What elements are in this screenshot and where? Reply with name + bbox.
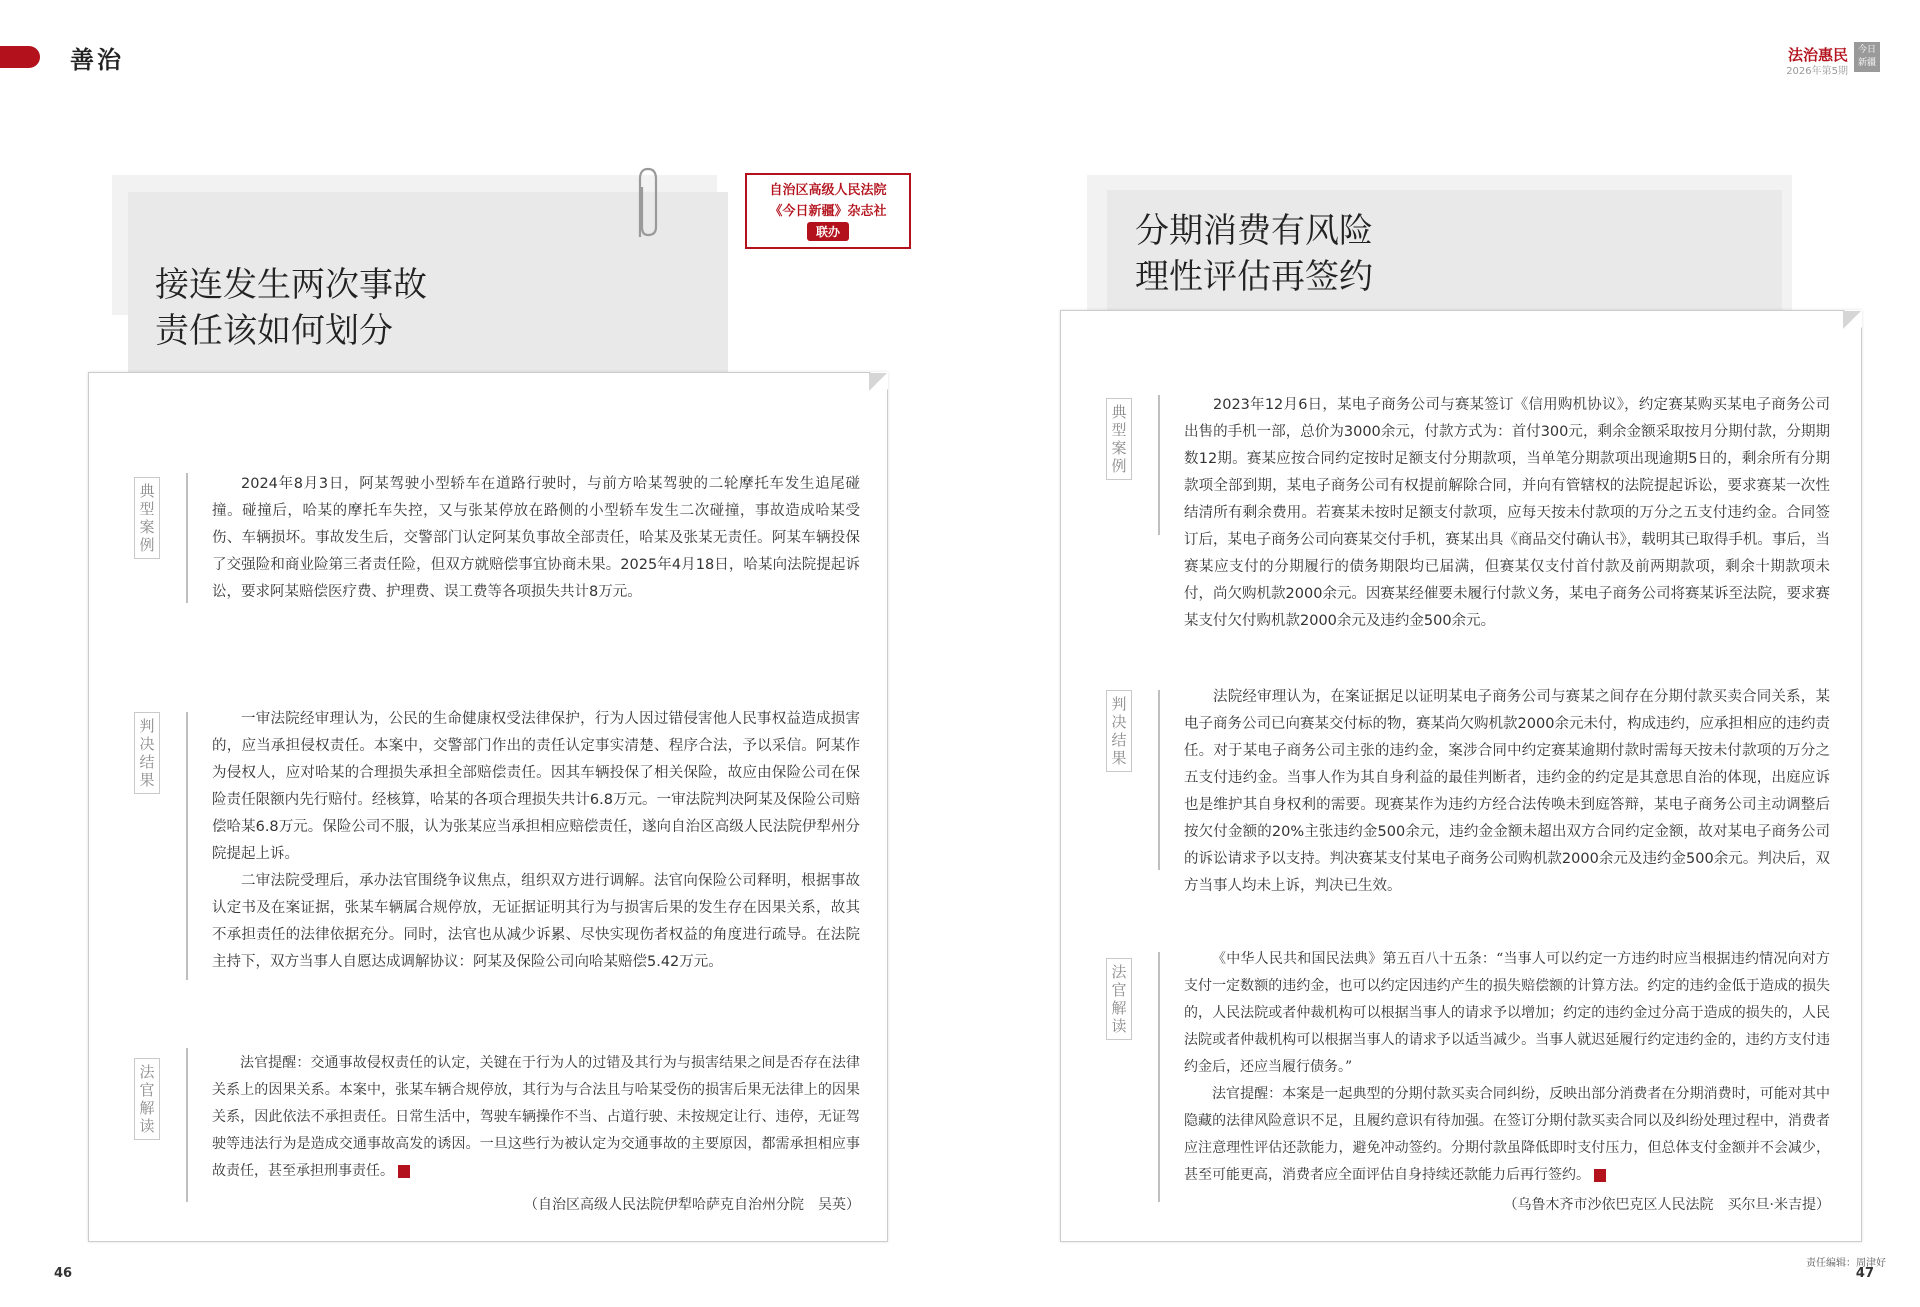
- section-rule: [186, 1048, 188, 1202]
- magazine-logo: 今日新疆: [1854, 42, 1880, 72]
- left-author: （自治区高级人民法院伊犁哈萨克自治州分院 吴英）: [524, 1197, 860, 1213]
- end-mark-icon: [398, 1165, 410, 1178]
- editor-credit: 责任编辑：周津好: [1806, 1258, 1886, 1269]
- section-rule: [1158, 690, 1160, 870]
- tag-judge-interpretation: 法 官 解 读: [134, 1058, 160, 1140]
- right-title-line1: 分期消费有风险: [1135, 211, 1373, 251]
- right-judge-text: 《中华人民共和国民法典》第五百八十五条：“当事人可以约定一方违约时应当根据违约情况向对方支付一定数额的违约金，也可以约定因违约产生的损失赔偿额的计算方法。约定的违约金低于造成的损失的，人民法院或者仲裁机构可以根据当事人的请求予以增加；约定的违约金过分高于造成的损失的，人民法院或者仲裁机构可以根据当事人的请求予以适当减少。当事人就迟延履行约定违约金的，违约方支付违约金后，还应当履行债务。” 法官提醒：本案是一起典型的分期付款买卖合同纠纷，反映出部分消费者在分期消费时，可能对其中隐藏的法律风险意识不足，且履约意识有待加强。在签订分期付款买卖合同以及纠纷处理过程中，消费者应注意理性评估还款能力，避免冲动签约。分期付款虽降低即时支付压力，但总体支付金额并不会减少，甚至可能更高，消费者应全面评估自身持续还款能力后再行签约。: [1184, 951, 1830, 1183]
- card-fold-shade: [869, 373, 887, 391]
- badge-line3: 联办: [807, 222, 849, 241]
- right-case-text: 2023年12月6日，某电子商务公司与赛某签订《信用购机协议》，约定赛某购买某电子商务公司出售的手机一部，总价为3000余元，付款方式为：首付300元，剩余金额采取按月分期付款，分期期数12期。赛某应按合同约定按时足额支付分期款项，当单笔分期款项出现逾期5日的，剩余所有分期款项全部到期，某电子商务公司有权提前解除合同，并向有管辖权的法院提起诉讼，要求赛某一次性结清所有剩余费用。若赛某未按时足额支付款项，应每天按未付款项的万分之五支付违约金。合同签订后，某电子商务公司向赛某交付手机，赛某出具《商品交付确认书》，载明其已取得手机。事后，当赛某应支付的分期履行的债务期限均已届满，但赛某仅支付首付款及前两期款项，剩余十期款项未付，尚欠购机款2000余元。因赛某经催要未履行付款义务，某电子商务公司将赛某诉至法院，要求赛某支付欠付购机款2000余元及违约金500余元。: [1184, 397, 1830, 629]
- left-result-text: 一审法院经审理认为，公民的生命健康权受法律保护，行为人因过错侵害他人民事权益造成损害的，应当承担侵权责任。本案中，交警部门作出的责任认定事实清楚、程序合法，予以采信。阿某作为侵权人，应对哈某的合理损失承担全部赔偿责任。因其车辆投保了相关保险，故应由保险公司在保险责任限额内先行赔付。经核算，哈某的各项合理损失共计6.8万元。一审法院判决阿某及保险公司赔偿哈某6.8万元。保险公司不服，认为张某应当承担相应赔偿责任，遂向自治区高级人民法院伊犁州分院提起上诉。 二审法院受理后，承办法官围绕争议焦点，组织双方进行调解。法官向保险公司释明，根据事故认定书及在案证据，张某车辆属合规停放，无证据证明其行为与损害后果的发生存在因果关系，故其不承担责任的法律依据充分。同时，法官也从减少诉累、尽快实现伤者权益的角度进行疏导。在法院主持下，双方当事人自愿达成调解协议：阿某及保险公司向哈某赔偿5.42万元。: [212, 711, 860, 970]
- magazine-title: 法治惠民: [1787, 46, 1848, 64]
- joint-organizer-badge: [745, 175, 911, 249]
- left-title-line2: 责任该如何划分: [155, 311, 393, 351]
- tag-typical-case: 典 型 案 例: [134, 477, 160, 559]
- left-case-text: 2024年8月3日，阿某驾驶小型轿车在道路行驶时，与前方哈某驾驶的二轮摩托车发生追尾碰撞。碰撞后，哈某的摩托车失控，又与张某停放在路侧的小型轿车发生二次碰撞，事故造成哈某受伤、车辆损坏。事故发生后，交警部门认定阿某负事故全部责任，哈某及张某无责任。阿某车辆投保了交强险和商业险第三者责任险，但双方就赔偿事宜协商未果。2025年4月18日，哈某向法院提起诉讼，要求阿某赔偿医疗费、护理费、误工费等各项损失共计8万元。: [212, 476, 860, 600]
- section-rule: [186, 712, 188, 980]
- tag-judgment-result: 判 决 结 果: [1106, 690, 1132, 772]
- page-number-left: 46: [54, 1266, 73, 1281]
- section-name: 善治: [70, 45, 124, 74]
- page-number-right: 47: [1855, 1266, 1874, 1281]
- card-fold-shade: [1843, 311, 1861, 329]
- right-article-title: [1135, 208, 1373, 300]
- right-author: （乌鲁木齐市沙依巴克区人民法院 买尔旦·米吉提）: [1503, 1197, 1830, 1213]
- magazine-issue: 2026年第5期: [1786, 66, 1848, 77]
- right-title-line2: 理性评估再签约: [1135, 257, 1373, 297]
- end-mark-icon: [1594, 1169, 1606, 1182]
- left-article-title: [155, 262, 427, 354]
- badge-line2: 《今日新疆》杂志社: [769, 204, 887, 219]
- right-result-text: 法院经审理认为，在案证据足以证明某电子商务公司与赛某之间存在分期付款买卖合同关系，某电子商务公司已向赛某交付标的物，赛某尚欠购机款2000余元未付，构成违约，应承担相应的违约责任。对于某电子商务公司主张的违约金，案涉合同中约定赛某逾期付款时需每天按未付款项的万分之五支付违约金。当事人作为其自身利益的最佳判断者，违约金的约定是其意思自治的体现，出庭应诉也是维护其自身权利的需要。现赛某作为违约方经合法传唤未到庭答辩，某电子商务公司主动调整后按欠付金额的20%主张违约金500余元，违约金金额未超出双方合同约定金额，故对某电子商务公司的诉讼请求予以支持。判决赛某支付某电子商务公司购机款2000余元及违约金500余元。判决后，双方当事人均未上诉，判决已生效。: [1184, 689, 1830, 894]
- badge-line1: 自治区高级人民法院: [769, 183, 887, 198]
- tag-typical-case: 典 型 案 例: [1106, 398, 1132, 480]
- section-rule: [1158, 395, 1160, 535]
- section-rule: [186, 473, 188, 603]
- paperclip-icon: [628, 165, 664, 241]
- left-judge-text: 法官提醒：交通事故侵权责任的认定，关键在于行为人的过错及其行为与损害结果之间是否存在法律关系上的因果关系。本案中，张某车辆合规停放，其行为与合法且与哈某受伤的损害后果无法律上的因果关系，因此依法不承担责任。日常生活中，驾驶车辆操作不当、占道行驶、未按规定让行、违停，无证驾驶等违法行为是造成交通事故高发的诱因。一旦这些行为被认定为交通事故的主要原因，都需承担相应事故责任，甚至承担刑事责任。: [212, 1055, 860, 1179]
- tag-judge-interpretation: 法 官 解 读: [1106, 958, 1132, 1040]
- left-title-line1: 接连发生两次事故: [155, 265, 427, 305]
- section-color-tab: [0, 46, 40, 68]
- tag-judgment-result: 判 决 结 果: [134, 712, 160, 794]
- section-rule: [1158, 952, 1160, 1202]
